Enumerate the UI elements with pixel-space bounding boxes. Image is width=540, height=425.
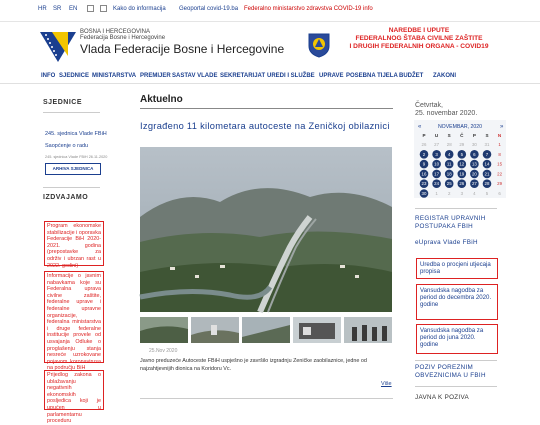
calendar-day[interactable]: 27 xyxy=(434,142,440,147)
gallery-thumbnail[interactable] xyxy=(140,317,188,343)
calendar-weekday: P xyxy=(422,133,426,138)
calendar-day[interactable]: 18 xyxy=(446,171,452,177)
alert-line: NAREDBE I UPUTE xyxy=(388,27,450,34)
gallery-thumbnail[interactable] xyxy=(191,317,239,343)
main-nav xyxy=(0,70,540,84)
site-title[interactable]: Vlada Federacije Bosne i Hercegovine xyxy=(80,42,285,56)
calendar-day[interactable]: 12 xyxy=(459,161,465,167)
calendar-day[interactable]: 29 xyxy=(497,181,503,187)
divider xyxy=(43,112,100,113)
link-covid-info[interactable]: Federalno ministarstvo zdravstva COVID-19 info xyxy=(244,6,373,12)
calendar-day[interactable]: 27 xyxy=(471,181,477,187)
calendar-day[interactable]: 28 xyxy=(484,181,490,187)
calendar-day[interactable]: 25 xyxy=(446,181,452,187)
promo-box-uredba[interactable]: Uredba o procjeni utjecaja propisa xyxy=(416,258,498,279)
nav-uredi-i-sluzbe[interactable]: UREDI I SLUŽBE xyxy=(267,73,315,79)
calendar-weekday: U xyxy=(434,133,439,138)
calendar-day[interactable]: 26 xyxy=(459,181,465,187)
calendar-day[interactable]: 14 xyxy=(484,161,490,167)
read-more-link[interactable]: Više xyxy=(381,381,392,387)
promo-box-nagodba-june[interactable]: Vansudska nagodba za period do juna 2020. godine xyxy=(416,324,498,354)
calendar-day[interactable]: 3 xyxy=(435,151,438,157)
nav-sekretarijat[interactable]: SEKRETARIJAT xyxy=(220,73,266,79)
nav-uprave[interactable]: UPRAVE xyxy=(319,73,344,79)
lang-hr[interactable]: HR xyxy=(38,6,47,12)
promo-box-nagodba-december[interactable]: Vansudska nagodba za period do decembra 2020. godine xyxy=(416,284,498,320)
calendar-day[interactable]: 5 xyxy=(460,151,464,157)
article-excerpt: Javno preduzeće Autoceste FBiH uspješno je završilo izgradnju Zeničke zaobilaznice, jedne od najzahtjevnijih dionica na Koridoru Vc. xyxy=(140,358,367,372)
calendar-day[interactable]: 8 xyxy=(498,151,501,157)
nav-sastav-vlade[interactable]: SASTAV VLADE xyxy=(172,73,218,79)
nav-budzet[interactable]: BUDŽET xyxy=(399,73,424,79)
calendar-day[interactable]: 17 xyxy=(434,171,440,177)
calendar-day[interactable]: 20 xyxy=(471,171,477,177)
article-title[interactable]: Izgrađeno 11 kilometara autoceste na Zeničkoj obilaznici xyxy=(140,121,390,131)
section-heading: Aktuelno xyxy=(140,94,183,105)
calendar-day[interactable]: 6 xyxy=(498,191,501,196)
divider xyxy=(415,386,497,387)
calendar-weekday: Č xyxy=(460,133,464,138)
calendar-day[interactable]: 28 xyxy=(446,142,452,147)
calendar-prev-button[interactable]: « xyxy=(418,124,422,130)
calendar-day[interactable]: 13 xyxy=(471,161,477,167)
calendar-day[interactable]: 7 xyxy=(485,151,489,157)
calendar-month: NOVEMBAR, 2020 xyxy=(437,124,483,130)
nav-posebna-tijela[interactable]: POSEBNA TIJELA xyxy=(346,73,398,79)
izdvajamo-heading: IZDVAJAMO xyxy=(43,194,89,201)
calendar-weekday: S xyxy=(485,133,489,138)
calendar-day[interactable]: 3 xyxy=(460,191,464,196)
header-entity: Federacija Bosne i Hercegovine xyxy=(80,35,166,41)
registar-link-line[interactable]: POSTUPAKA FBIH xyxy=(415,223,473,230)
calendar-day[interactable]: 15 xyxy=(497,161,503,167)
divider xyxy=(415,208,497,209)
calendar-day[interactable]: 26 xyxy=(421,142,427,147)
javni-pozivi-heading[interactable]: JAVNA K POZIVA xyxy=(415,394,470,401)
nav-zakoni[interactable]: ZAKONI xyxy=(433,73,456,79)
calendar-day[interactable]: 31 xyxy=(484,142,490,147)
calendar-day[interactable]: 2 xyxy=(422,151,426,157)
calendar-day[interactable]: 1 xyxy=(498,142,501,147)
nav-sjednice[interactable]: SJEDNICE xyxy=(59,73,90,79)
nav-info[interactable]: INFO xyxy=(41,73,56,79)
calendar-day[interactable]: 30 xyxy=(421,191,427,196)
calendar-day[interactable]: 2 xyxy=(447,191,451,196)
lang-en[interactable]: EN xyxy=(69,6,78,12)
link-geoportal[interactable]: Geoportal covid-19.ba xyxy=(179,6,239,12)
calendar-day[interactable]: 29 xyxy=(459,142,465,147)
calendar-weekday: N xyxy=(497,133,502,138)
top-bar xyxy=(0,0,540,22)
registar-link-line[interactable]: REGISTAR UPRAVNIH xyxy=(415,215,486,222)
calendar-day[interactable]: 21 xyxy=(484,171,490,177)
lang-sr[interactable]: SR xyxy=(53,6,62,12)
gallery-thumbnail[interactable] xyxy=(344,317,392,343)
gallery-thumbnail[interactable] xyxy=(293,317,341,343)
nav-premijer[interactable]: PREMIJER xyxy=(140,73,171,79)
calendar-day[interactable]: 9 xyxy=(422,161,426,167)
calendar-day[interactable]: 16 xyxy=(421,171,427,177)
calendar-weekday: S xyxy=(447,133,451,138)
calendar-day[interactable]: 10 xyxy=(434,161,440,167)
gallery-thumbnail[interactable] xyxy=(242,317,290,343)
archive-button[interactable]: ARHIVA SJEDNICA xyxy=(45,163,101,175)
calendar-day[interactable]: 23 xyxy=(421,181,427,187)
civil-protection-crest-icon[interactable] xyxy=(308,32,330,58)
divider xyxy=(415,360,497,361)
calendar-widget xyxy=(414,120,506,198)
calendar-day[interactable]: 5 xyxy=(485,191,489,196)
divider xyxy=(43,187,100,188)
calendar-day[interactable]: 30 xyxy=(471,142,477,147)
alert-line: I DRUGIH FEDERALNIH ORGANA - COVID19 xyxy=(349,43,489,50)
featured-box[interactable]: Prijedlog zakona o ublažavanju negativnih ekonomskih posljedica koji je upućen u parlamentarnu proceduru xyxy=(44,370,104,410)
euprava-link[interactable]: eUprava Vlade FBiH xyxy=(415,239,478,246)
poziv-link-line[interactable]: POZIV POREZNIM xyxy=(415,364,474,371)
poziv-link-line[interactable]: OBVEZNICIMA U FBIH xyxy=(415,372,486,379)
calendar-day[interactable]: 6 xyxy=(473,151,476,157)
sjednice-heading: SJEDNICE xyxy=(43,99,83,106)
calendar-weekday: P xyxy=(472,133,476,138)
coat-of-arms-icon[interactable] xyxy=(38,30,78,64)
calendar-day[interactable]: 4 xyxy=(447,151,451,157)
calendar-day[interactable]: 4 xyxy=(473,191,476,196)
calendar-day[interactable]: 19 xyxy=(459,171,465,177)
article-photo[interactable] xyxy=(140,147,392,312)
session-note: 245. sjednica Vlade FBiH 26.11.2020 xyxy=(45,155,108,159)
calendar-day[interactable]: 22 xyxy=(497,171,503,177)
current-date: 25. novembar 2020. xyxy=(415,110,478,117)
article-date: 25.Nov 2020 xyxy=(149,348,178,354)
featured-box[interactable]: Program ekonomske stabilizacije i oporavka Federacije BiH 2020-2021. godina (prepostavke za održiv i ubrzan rast u 2022. godini) xyxy=(44,221,104,266)
calendar-day[interactable]: 1 xyxy=(435,191,438,196)
calendar-next-button[interactable]: » xyxy=(500,124,504,130)
divider xyxy=(140,108,393,109)
square-icon[interactable] xyxy=(87,5,94,12)
calendar-day[interactable]: 24 xyxy=(434,181,440,187)
header-country: BOSNA I HERCEGOVINA xyxy=(80,29,151,35)
divider xyxy=(140,398,393,399)
link-kako-do-informacija[interactable]: Kako do informacija xyxy=(113,6,166,12)
current-day: Četvrtak, xyxy=(415,102,444,109)
nav-ministarstva[interactable]: MINISTARSTVA xyxy=(92,73,137,79)
calendar-day[interactable]: 11 xyxy=(446,161,452,167)
session-link[interactable]: 245. sjednica Vlade FBiH xyxy=(45,131,107,137)
alert-line: FEDERALNOG ŠTABA CIVILNE ZAŠTITE xyxy=(355,35,483,42)
square-icon[interactable] xyxy=(100,5,107,12)
session-link[interactable]: Saopćenje o radu xyxy=(45,143,89,149)
featured-box[interactable]: Informacije o javnim nabavkama koje su Federalna uprava civilne zaštite, federalne uprave i federalne upravne organizacije, federalna ministarstva i druge federalne institucije provele od usvajanja Odluke o proglašenju stanja nesreće uzrokovane pojavom koronavirusa na području BiH xyxy=(44,271,104,363)
covid-orders-banner[interactable] xyxy=(346,27,492,51)
